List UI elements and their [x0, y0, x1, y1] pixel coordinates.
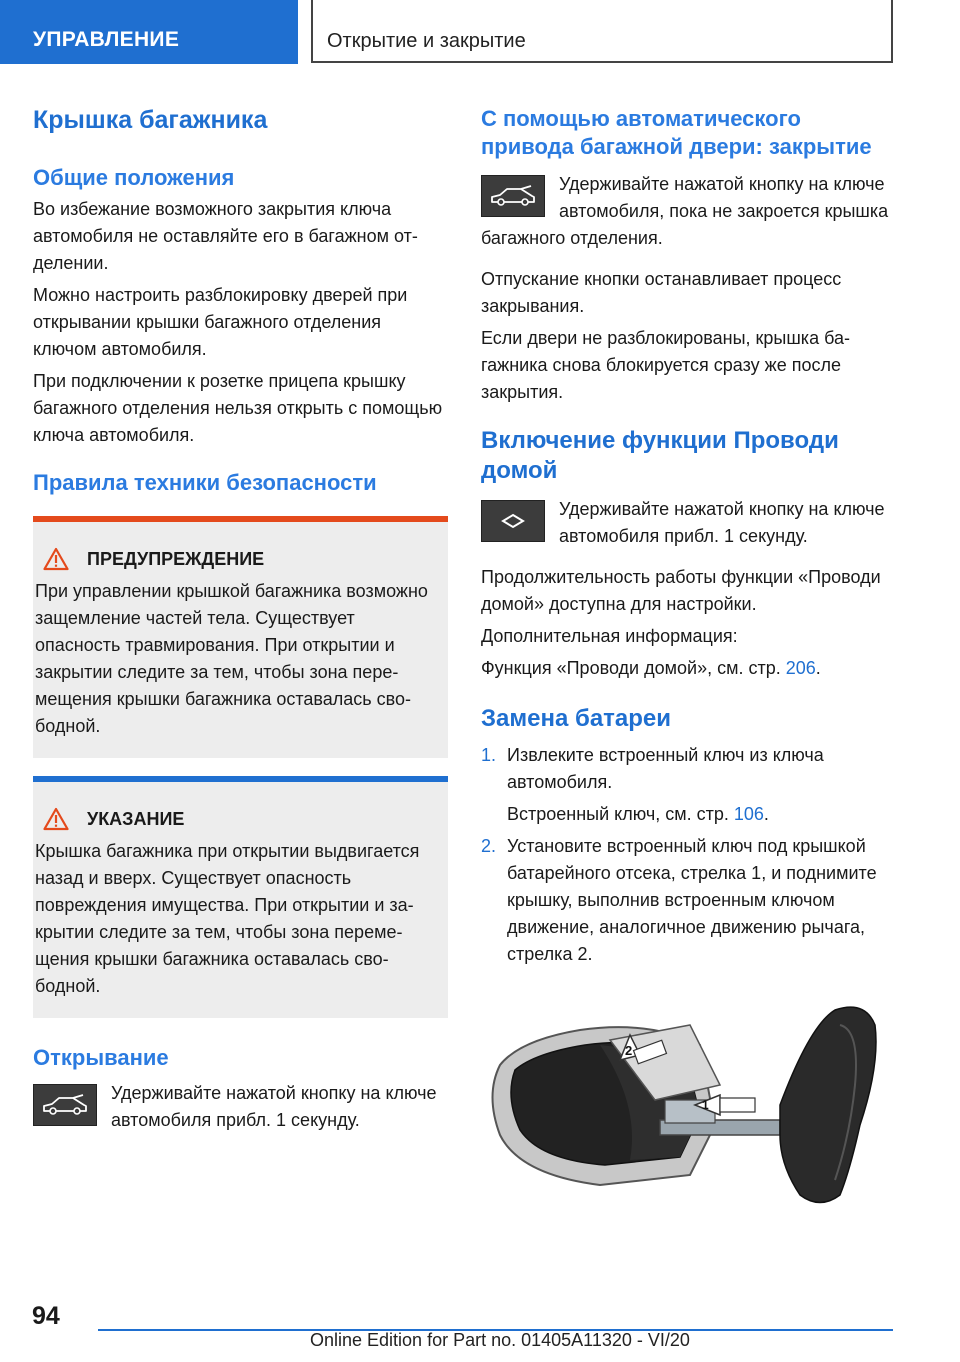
- general-paragraph-1: Во избежание возможного закрытия ключа автомобиля не оставляйте его в багажном отделении.: [33, 199, 418, 273]
- left-column: [33, 100, 448, 1134]
- auto-close-heading: С помощью автоматического привода багажной двери: закрытие: [481, 106, 872, 159]
- page-link-106[interactable]: 106: [733, 804, 764, 824]
- general-paragraph-3: При подключении к розетке прицепа крышку багажного отделения нельзя открыть с помощью ключа автомобиля.: [33, 371, 443, 445]
- follow-me-home-paragraph-2: Продолжительность работы функции «Проводи домой» доступна для настройки.: [481, 567, 881, 614]
- step-text: Извлеките встроенный ключ из ключа автомобиля.: [507, 745, 824, 792]
- section-tab: [0, 0, 298, 64]
- step-sub-text: Встроенный ключ, см. стр. 106.: [507, 804, 769, 824]
- note-box: [33, 776, 448, 1018]
- chapter-title: Открытие и закрытие: [327, 30, 526, 52]
- battery-heading: Замена батареи: [481, 705, 672, 732]
- trunk-button-icon: [33, 1084, 97, 1126]
- battery-step-1: [481, 742, 896, 828]
- page-number: 94: [32, 1302, 60, 1330]
- battery-step-2: [481, 833, 896, 968]
- warning-triangle-icon: [43, 547, 69, 571]
- general-paragraph-2: Можно настроить разблокировку дверей при открывании крышки багажного отделения ключом автомобиля.: [33, 285, 408, 359]
- step-number: 1.: [481, 745, 497, 765]
- warning-title: ПРЕДУПРЕЖДЕНИЕ: [87, 548, 265, 569]
- opening-instruction: [33, 1080, 448, 1134]
- follow-me-home-heading: Включение функции Проводи домой: [481, 427, 839, 484]
- auto-close-paragraph-2: Отпускание кнопки останавливает процесс закрывания.: [481, 269, 842, 316]
- opening-text: Удерживайте нажатой кнопку на ключе автомобиля прибл. 1 секунду.: [111, 1083, 437, 1130]
- note-title: УКАЗАНИЕ: [87, 808, 185, 829]
- note-text: Крышка багажника при открытии выдвигается назад и вверх. Существует опасность повреждения имущества. При открытии и закрытии следите за тем, чтобы зона перемещения крышки багажника оставалась свободной.: [35, 841, 420, 996]
- follow-me-home-paragraph-3: Дополнительная информация:: [481, 626, 738, 646]
- chapter-tab: [311, 0, 893, 63]
- auto-close-instruction: [481, 171, 896, 252]
- car-key-illustration: [480, 1005, 880, 1210]
- arrow-1-label: 1: [702, 1098, 709, 1112]
- follow-me-home-paragraph-4: Функция «Проводи домой», см. стр. 206.: [481, 658, 821, 678]
- footer-edition: Online Edition for Part no. 01405A11320 - VI/20: [310, 1330, 690, 1350]
- page-title: Крышка багажника: [33, 106, 268, 134]
- follow-me-home-instruction: [481, 496, 896, 550]
- section-title: УПРАВЛЕНИЕ: [33, 28, 180, 51]
- follow-me-home-text: Удерживайте нажатой кнопку на ключе автомобиля прибл. 1 секунду.: [559, 499, 885, 546]
- safety-heading: Правила техники безопасности: [33, 470, 377, 495]
- auto-close-text: Удерживайте нажатой кнопку на ключе автомобиля, пока не закроется крышка багажного отделения.: [481, 174, 889, 248]
- caution-triangle-icon: [43, 807, 69, 831]
- step-number: 2.: [481, 836, 497, 856]
- diamond-button-icon: [481, 500, 545, 542]
- page-link-206[interactable]: 206: [785, 658, 816, 678]
- trunk-button-icon: [481, 175, 545, 217]
- arrow-2-label: 2: [625, 1043, 633, 1058]
- auto-close-paragraph-3: Если двери не разблокированы, крышка багажника снова блокируется сразу же после закрытия.: [481, 328, 850, 402]
- warning-box: [33, 516, 448, 758]
- step-text: Установите встроенный ключ под крышкой батарейного отсека, стрелка 1, и поднимите крышку, выполнив встроенным ключом движение, аналогичное движению рычага, стрелка 2.: [507, 836, 877, 964]
- general-heading: Общие положения: [33, 165, 235, 190]
- right-column: [481, 100, 896, 968]
- warning-text: При управлении крышкой багажника возможно защемление частей тела. Существует опасность травмирования. При открытии и закрытии следите за тем, чтобы зона перемещения крышки багажника оставалась свободной.: [35, 581, 428, 736]
- opening-heading: Открывание: [33, 1045, 169, 1070]
